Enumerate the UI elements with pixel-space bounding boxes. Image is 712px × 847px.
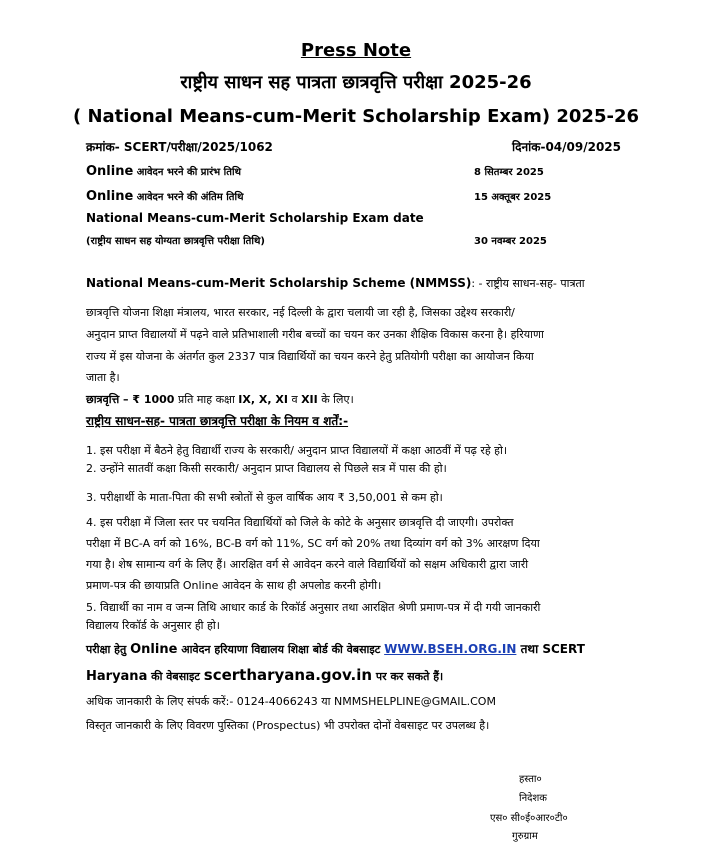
- rules-heading: राष्ट्रीय साधन-सह- पात्रता छात्रवृत्ति परीक्षा के नियम व शर्तें:-: [86, 414, 349, 428]
- rule-2: 2. उन्होंने सातवीं कक्षा किसी सरकारी/ अनुदान प्राप्त विद्यालय से पिछले सत्र में पास की हो।: [86, 462, 447, 475]
- rule-5-line-1: 5. विद्यार्थी का नाम व जन्म तिथि आधार कार्ड के रिकॉर्ड अनुसार तथा आरक्षित श्रेणी प्रमाण-पत्र में दी गयी जानकारी: [86, 601, 541, 614]
- intro-line-5: जाता है।: [86, 371, 120, 384]
- online-apply-mid: आवेदन हरियाणा विद्यालय शिक्षा बोर्ड की वेबसाइट: [177, 643, 385, 656]
- start-date-label: [86, 160, 241, 179]
- end-date-label-text: आवेदन भरने की अंतिम तिथि: [133, 192, 244, 203]
- contact-info: अधिक जानकारी के लिए संपर्क करें:- 0124-4066243 या NMMSHELPLINE@GMAIL.COM: [86, 695, 496, 708]
- online-word: Online: [86, 189, 134, 204]
- online-word: Online: [86, 164, 134, 179]
- stipend-classes: IX, X, XI: [238, 393, 288, 406]
- stipend-tail: के लिए।: [317, 393, 354, 406]
- online-word: Online: [130, 642, 178, 657]
- title-english: ( National Means-cum-Merit Scholarship Exam) 2025-26: [72, 106, 640, 127]
- website-word: की वेबसाइट: [147, 670, 204, 683]
- prospectus-info: विस्तृत जानकारी के लिए विवरण पुस्तिका (Prospectus) भी उपरोक्त दोनों वेबसाइट पर उपलब्ध है।: [86, 719, 490, 732]
- signature-office: एस० सी०ई०आर०टी०: [490, 813, 568, 824]
- signature-place: गुरुग्राम: [512, 831, 538, 842]
- haryana-word: Haryana: [86, 669, 148, 684]
- stipend-and: व: [287, 393, 302, 406]
- scert-website-link[interactable]: scertharyana.gov.in: [203, 666, 373, 684]
- rule-4-line-2: परीक्षा में BC-A वर्ग को 16%, BC-B वर्ग को 11%, SC वर्ग को 20% तथा दिव्यांग वर्ग को 3% आरक्षण दिया: [86, 537, 540, 550]
- press-note-heading: Press Note: [300, 40, 412, 61]
- intro-line-1-rest: : - राष्ट्रीय साधन-सह- पात्रता: [471, 277, 585, 290]
- stipend-class-xii: XII: [301, 393, 318, 406]
- start-date-value: 8 सितम्बर 2025: [474, 167, 544, 178]
- online-apply-prefix: परीक्षा हेतु: [86, 643, 131, 656]
- rule-5-line-2: विद्यालय रिकॉर्ड के अनुसार ही हो।: [86, 619, 220, 632]
- rule-4-line-4: प्रमाण-पत्र की छायाप्रति Online आवेदन के साथ ही अपलोड करनी होगी।: [86, 579, 382, 592]
- end-date-value: 15 अक्तूबर 2025: [474, 192, 552, 203]
- intro-line-4: राज्य में इस योजना के अंतर्गत कुल 2337 पात्र विद्यार्थियों का चयन करने हेतु प्रतियोगी परीक्षा का आयोजन किया: [86, 350, 534, 363]
- reference-date: दिनांक-04/09/2025: [512, 140, 622, 154]
- start-date-label-text: आवेदन भरने की प्रारंभ तिथि: [133, 167, 241, 178]
- reference-number: क्रमांक- SCERT/परीक्षा/2025/1062: [86, 140, 273, 154]
- signature-designation: निदेशक: [519, 793, 547, 804]
- end-date-label: [86, 185, 243, 204]
- rule-3: 3. परीक्षार्थी के माता-पिता की सभी स्त्रोतों से कुल वार्षिक आय ₹ 3,50,001 से कम हो।: [86, 491, 443, 504]
- bseh-website-link[interactable]: WWW.BSEH.ORG.IN: [384, 642, 517, 656]
- stipend-text: प्रति माह कक्षा: [174, 393, 239, 406]
- online-apply-line-1: [86, 640, 585, 657]
- intro-line-1: [86, 276, 585, 291]
- online-apply-tail: तथा SCERT: [516, 642, 585, 656]
- intro-line-3: अनुदान प्राप्त विद्यालयों में पढ़ने वाले प्रतिभाशाली गरीब बच्चों का चयन कर उनका शैक्षिक विकास करना है। हरियाणा: [86, 328, 544, 341]
- title-hindi: राष्ट्रीय साधन सह पात्रता छात्रवृत्ति परीक्षा 2025-26: [180, 72, 532, 93]
- exam-date-value: 30 नवम्बर 2025: [474, 236, 547, 247]
- scheme-abbr: (NMMSS): [405, 276, 472, 290]
- signature-sign: हस्ता०: [519, 774, 542, 785]
- intro-line-2: छात्रवृत्ति योजना शिक्षा मंत्रालय, भारत सरकार, नई दिल्ली के द्वारा चलायी जा रही है, जिसका उद्देश्य सरकारी/: [86, 306, 515, 319]
- scheme-name: National Means-cum-Merit Scholarship Scheme: [86, 276, 406, 290]
- exam-date-label: National Means-cum-Merit Scholarship Exam date: [86, 211, 424, 225]
- online-apply-line-2-tail: पर कर सकते हैं।: [372, 670, 444, 683]
- stipend-line: [86, 392, 354, 407]
- online-apply-line-2: [86, 666, 443, 684]
- rule-1: 1. इस परीक्षा में बैठने हेतु विद्यार्थी राज्य के सरकारी/ अनुदान प्राप्त विद्यालयों में कक्षा आठवीं में पढ़ रहे हो।: [86, 444, 508, 457]
- rule-4-line-1: 4. इस परीक्षा में जिला स्तर पर चयनित विद्यार्थियों को जिले के कोटे के अनुसार छात्रवृत्ति दी जाएगी। उपरोक्त: [86, 516, 514, 529]
- exam-date-label-hindi: (राष्ट्रीय साधन सह योग्यता छात्रवृत्ति परीक्षा तिथि): [86, 236, 265, 247]
- rule-4-line-3: गया है। शेष सामान्य वर्ग के लिए हैं। आरक्षित वर्ग से आवेदन करने वाले विद्यार्थियों को सक्षम अधिकारी द्वारा जारी: [86, 558, 529, 571]
- stipend-amount: छात्रवृत्ति – ₹ 1000: [86, 393, 175, 406]
